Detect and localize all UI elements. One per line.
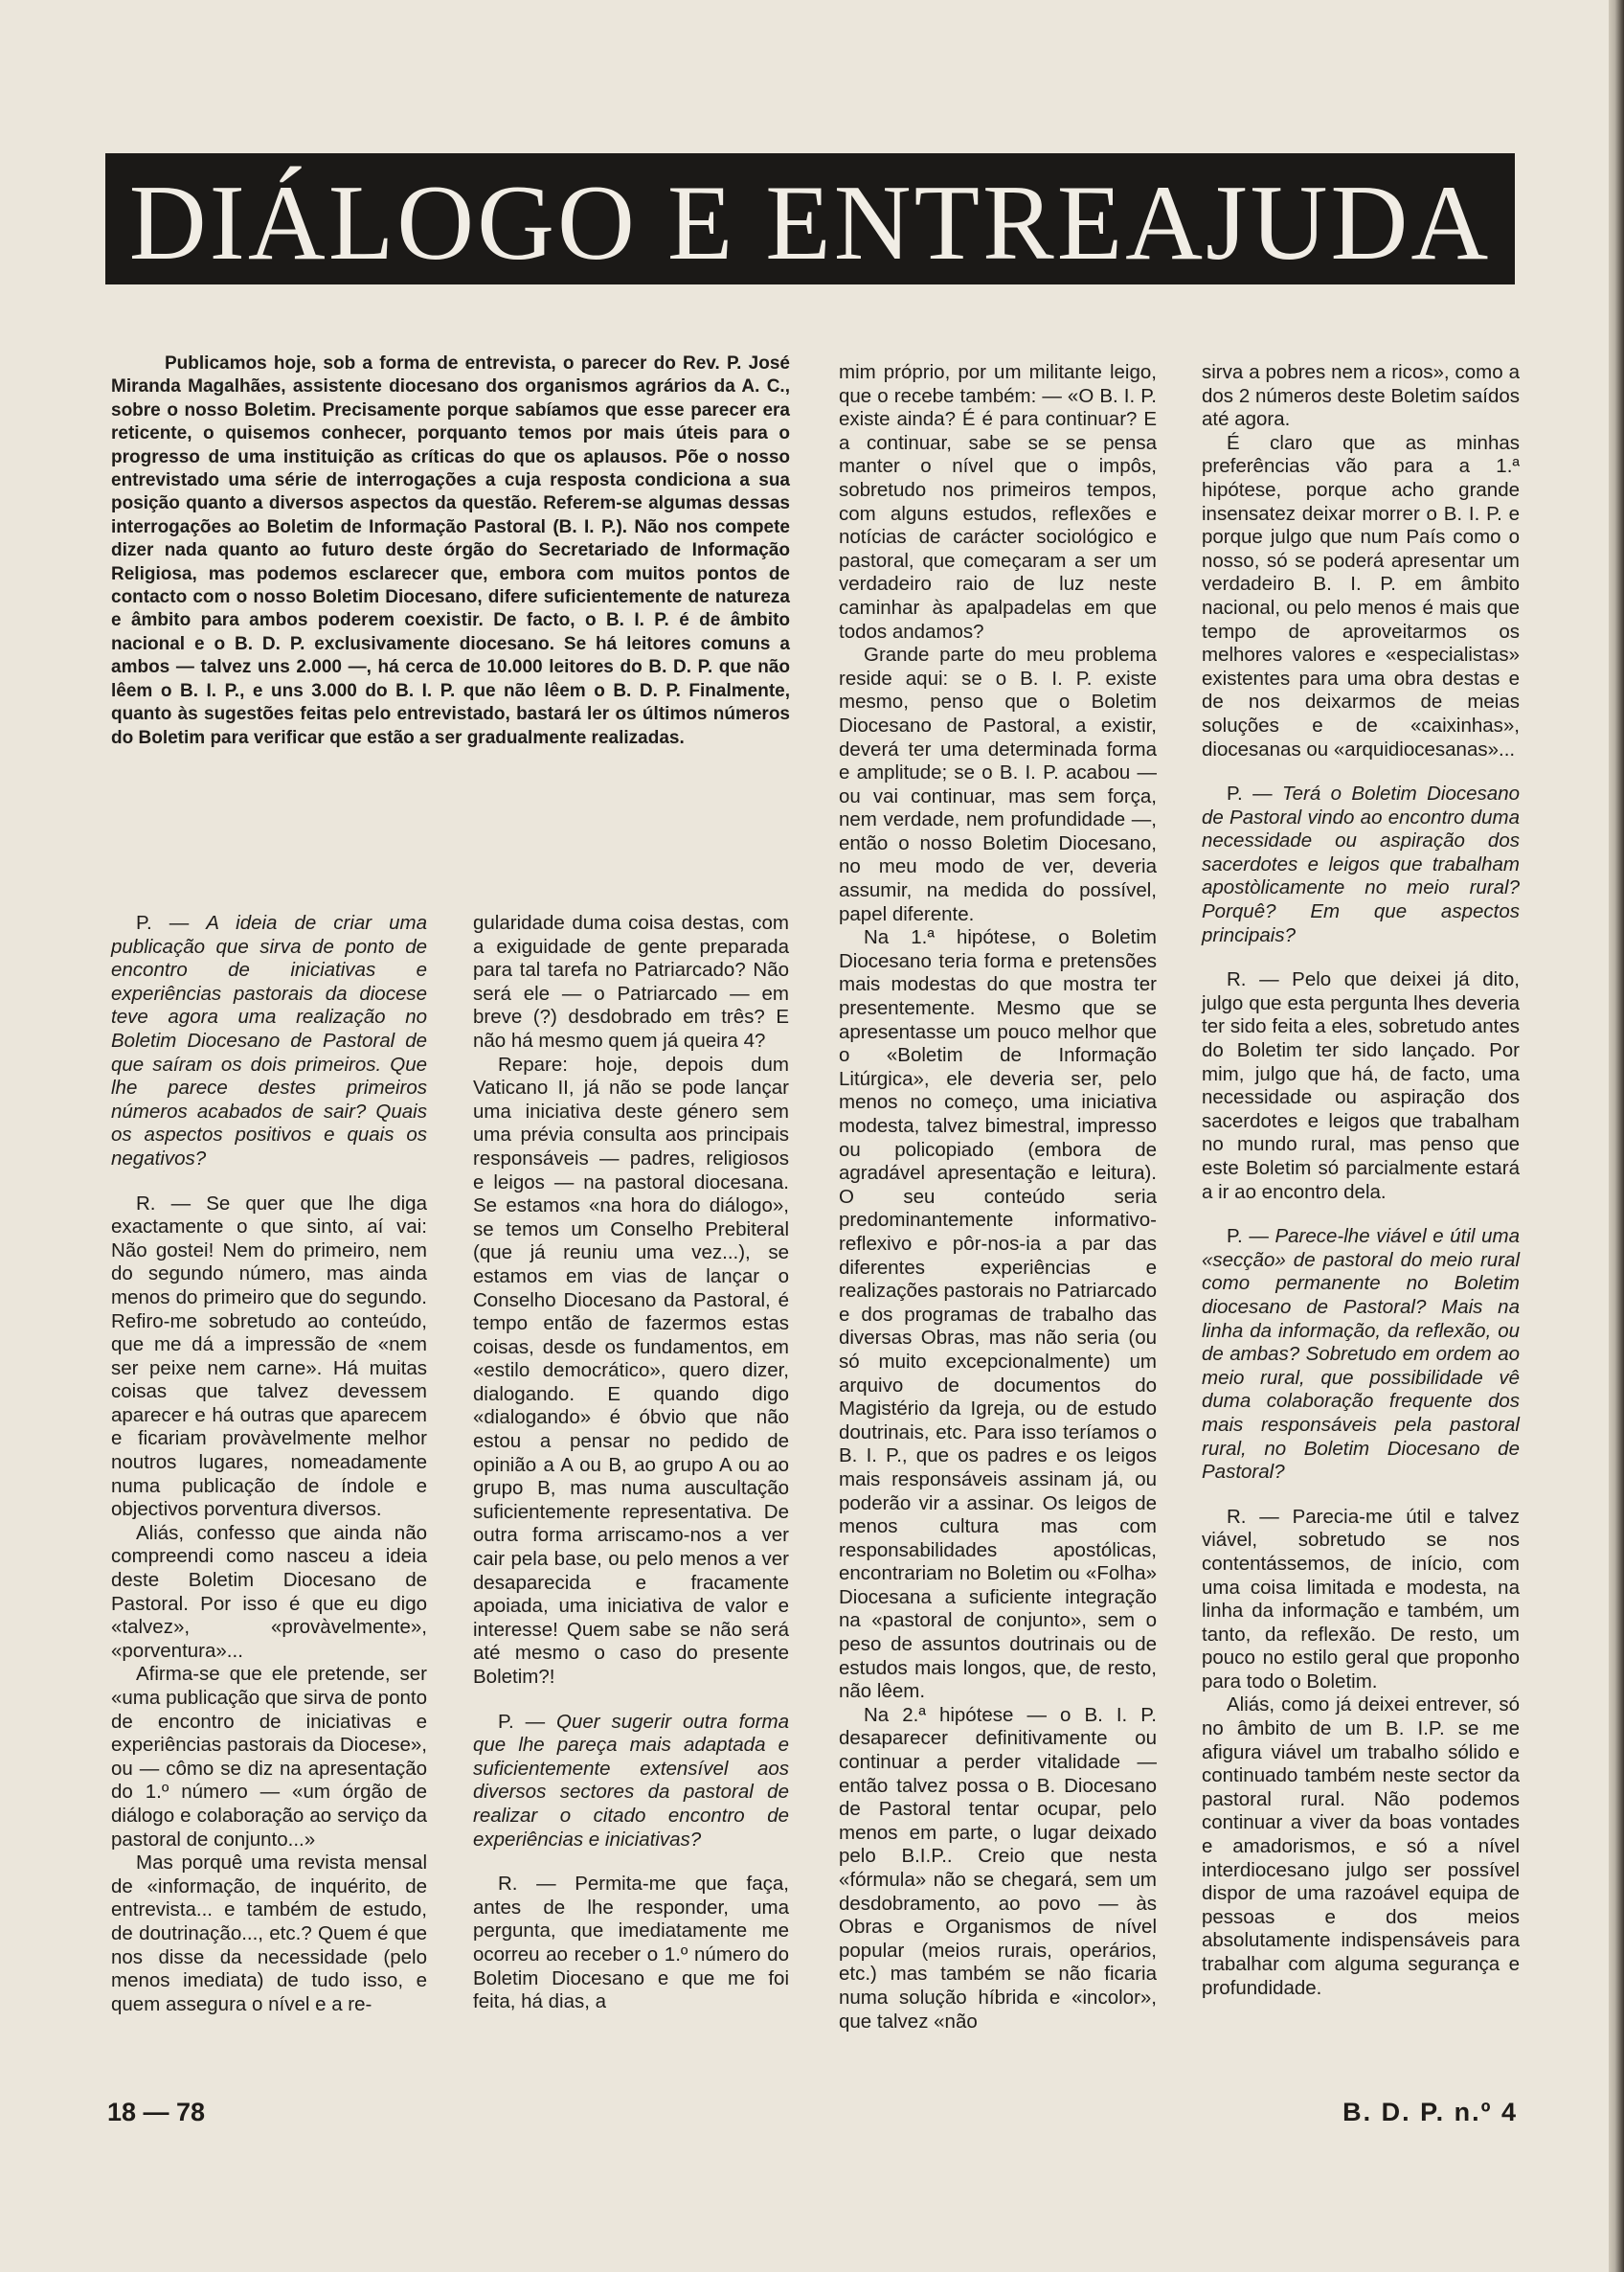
title-banner — [105, 153, 1515, 284]
body-paragraph: Aliás, confesso que ainda não compreendi como nasceu a ideia deste Boletim Diocesano de Pastoral. Por isso é que eu digo «talvez», «provàvelmente», «porventura»... — [111, 1521, 427, 1662]
answer-paragraph: R. — Parecia-me útil e talvez viável, sobretudo se nos contentássemos, de início, com uma coisa limitada e modesta, na linha da informação e também, um tanto, da reflexão. De resto, um pouco no estilo geral que proponho para todo o Boletim. — [1202, 1505, 1520, 1693]
text-column-3 — [839, 361, 1157, 2033]
body-paragraph: Grande parte do meu problema reside aqui: se o B. I. P. existe mesmo, penso que o Boletim Diocesano de Pastoral, a existir, deverá ter uma determinada forma e amplitude; se o B. I. P. acabou — ou vai continuar, mas sem força, nem verdade, nem profundidade —, então o nosso Boletim Diocesano, no meu modo de ver, deveria assumir, na medida do possível, papel diferente. — [839, 644, 1157, 925]
intro-paragraph: Publicamos hoje, sob a forma de entrevista, o parecer do Rev. P. José Miranda Magalhães, assistente diocesano dos organismos agrários da A. C., sobre o nosso Boletim. Precisamente porque sabíamos que esse parecer era reticente, o quisemos conhecer, porquanto temos por mais úteis para o progresso de uma instituição as críticas do que os aplausos. Põe o nosso entrevistado uma série de interrogações a cuja resposta condiciona a sua posição quanto a diversos aspectos da questão. Referem-se algumas dessas interrogações ao Boletim de Informação Pastoral (B. I. P.). Não nos compete dizer nada quanto ao futuro deste órgão do Secretariado de Informação Religiosa, mas podemos esclarecer que, embora com muitos pontos de contacto com o nosso Boletim Diocesano, difere suficientemente de natureza e âmbito para ambos poderem coexistir. De facto, o B. I. P. é de âmbito nacional e o B. D. P. exclusivamente diocesano. Se há leitores comuns a ambos — talvez uns 2.000 —, há cerca de 10.000 leitores do B. D. P. que não lêem o B. I. P., e uns 3.000 do B. I. P. que não lêem o B. D. P. Finalmente, quanto às sugestões feitas pelo entrevistado, bastará ler os últimos números do Boletim para verificar que estão a ser gradualmente realizadas. — [111, 353, 790, 748]
body-paragraph: Na 2.ª hipótese — o B. I. P. desaparecer definitivamente ou continuar a perder vitalidade — então talvez possa o B. Diocesano de Pastoral tentar ocupar, pelo menos em parte, o lugar deixado pelo B.I.P.. Creio que nesta «fórmula» não se chegará, sem um desdobramento, ao povo — às Obras e Organismos de nível popular (meios rurais, operários, etc.) mas também se não ficaria numa solução híbrida e «incolor», que talvez «não — [839, 1703, 1157, 2033]
page-title: DIÁLOGO E ENTREAJUDA — [128, 163, 1492, 283]
text-column-4 — [1202, 361, 1520, 2000]
body-paragraph: É claro que as minhas preferências vão para a 1.ª hipótese, porque acho grande insensatez deixar morrer o B. I. P. e porque julgo que num País como o nosso, só se poderá apresentar um verdadeiro B. I. P. em âmbito nacional, ou pelo menos é mais que tempo de aproveitarmos os melhores valores e «especialistas» existentes para uma obra destas e de nos deixarmos de meias soluções e de «caixinhas», diocesanas ou «arquidiocesanas»... — [1202, 431, 1520, 761]
body-paragraph: sirva a pobres nem a ricos», como a dos 2 números deste Boletim saídos até agora. — [1202, 361, 1520, 431]
page-number: 18 — 78 — [107, 2098, 206, 2126]
answer-paragraph: R. — Permita-me que faça, antes de lhe responder, uma pergunta, que imediatamente me ocorreu ao receber o 1.º número do Boletim Diocesano e que me foi feita, há dias, a — [473, 1873, 789, 2013]
body-paragraph: Aliás, como já deixei entrever, só no âmbito de um B. I.P. se me afigura viável um trabalho sólido e continuado também neste sector da pastoral rural. Não podemos continuar a viver da boas vontades e amadorismos, e só a nível interdiocesano julgo ser possível dispor de uma razoável equipa de pessoas e dos meios absolutamente indispensáveis para trabalhar com alguma segurança e profundidade. — [1202, 1693, 1520, 1999]
question-paragraph: P. — Parece-lhe viável e útil uma «secção» de pastoral do meio rural como permanente no Boletim diocesano de Pastoral? Mais na linha da informação, da reflexão, ou de ambas? Sobretudo em ordem ao meio rural, que possibilidade vê duma colaboração frequente dos mais responsáveis pela pastoral rural, no Boletim Diocesano de Pastoral? — [1202, 1225, 1520, 1484]
text-column-2 — [473, 912, 789, 2014]
page-edge-shadow — [1609, 0, 1624, 2272]
body-paragraph: gularidade duma coisa destas, com a exiguidade de gente preparada para tal tarefa no Patriarcado? Não será ele — o Patriarcado — em breve (?) desdobrado em três? E não há mesmo quem já queira 4? — [473, 912, 789, 1052]
answer-paragraph: R. — Pelo que deixei já dito, julgo que esta pergunta lhes deveria ter sido feita a eles, sobretudo antes do Boletim ter sido lançado. Por mim, julgo que há, de facto, uma necessidade ou aspiração dos sacerdotes e leigos que trabalham no mundo rural, mas penso que este Boletim só parcialmente estará a ir ao encontro dela. — [1202, 968, 1520, 1203]
issue-label: B. D. P. n.º 4 — [1342, 2098, 1518, 2126]
body-paragraph: Mas porquê uma revista mensal de «informação, de inquérito, de entrevista... e também de estudo, de doutrinação..., etc.? Quem é que nos disse da necessidade (pelo menos imediata) de tudo isso, e quem assegura o nível e a re- — [111, 1852, 427, 2015]
text-column-1 — [111, 912, 427, 2016]
body-paragraph: mim próprio, por um militante leigo, que o recebe também: — «O B. I. P. existe ainda? É é para continuar? E a continuar, sabe se se pensa manter o nível que o impôs, sobretudo nos primeiros tempos, com alguns estudos, reflexões e notícias de carácter sociológico e pastoral, que começaram a ser um verdadeiro raio de luz neste caminhar às apalpadelas em que todos andamos? — [839, 361, 1157, 643]
question-paragraph: P. — A ideia de criar uma publicação que sirva de ponto de encontro de iniciativas e experiências pastorais da diocese teve agora uma realização no Boletim Diocesano de Pastoral de que saíram os dois primeiros. Que lhe parece destes primeiros números acabados de sair? Quais os aspectos positivos e quais os negativos? — [111, 912, 427, 1170]
body-paragraph: Na 1.ª hipótese, o Boletim Diocesano teria forma e pretensões mais modestas do que mostra ter presentemente. Mesmo que se apresentasse um pouco melhor que o «Boletim de Informação Litúrgica», ele deveria ser, pelo menos no começo, uma iniciativa modesta, talvez bimestral, impresso ou policopiado (embora de agradável apresentação e leitura). O seu conteúdo seria predominantemente informativo-reflexivo e pôr-nos-ia a par das diferentes experiências e realizações pastorais no Patriarcado e dos programas de trabalho das diversas Obras, mas não seria (ou só muito excepcionalmente) um arquivo de documentos do Magistério da Igreja, ou de estudo doutrinais, etc. Para isso teríamos o B. I. P., que os padres e os leigos mais responsáveis assinam já, ou poderão vir a assinar. Os leigos de menos cultura mas com responsabilidades apostólicas, encontrariam no Boletim ou «Folha» Diocesana a suficiente integração na «pastoral de conjunto», sem o peso de assuntos doutrinais ou de estudos mais longos, que, de resto, não lêem. — [839, 926, 1157, 1703]
body-paragraph: Afirma-se que ele pretende, ser «uma publicação que sirva de ponto de encontro de iniciativas e experiências pastorais da Diocese», ou — cômo se diz na apresentação do 1.º número — «um órgão de diálogo e colaboração ao serviço da pastoral de conjunto...» — [111, 1663, 427, 1851]
answer-paragraph: R. — Se quer que lhe diga exactamente o que sinto, aí vai: Não gostei! Nem do primeiro, nem do segundo número, mas ainda menos do primeiro que do segundo. Refiro-me sobretudo ao conteúdo, que me dá a impressão de «nem ser peixe nem carne». Há muitas coisas que talvez devessem aparecer e há outras que aparecem e ficariam provàvelmente melhor noutros lugares, nomeadamente numa publicação de índole e objectivos porventura diversos. — [111, 1192, 427, 1521]
body-paragraph: Repare: hoje, depois dum Vaticano II, já não se pode lançar uma iniciativa deste género sem uma prévia consulta aos principais responsáveis — padres, religiosos e leigos — na pastoral diocesana. Se estamos «na hora do diálogo», se temos um Conselho Prebiteral (que já reuniu uma vez...), se estamos em vias de lançar o Conselho Diocesano da Pastoral, é tempo então de fazermos estas coisas, desde os fundamentos, em «estilo democrático», quero dizer, dialogando. E quando digo «dialogando» é óbvio que não estou a pensar no pedido de opinião a A ou B, ao grupo A ou ao grupo B, mas numa auscultação suficientemente representativa. De outra forma arriscamo-nos a ver cair pela base, ou pelo menos a ver desaparecida e fracamente apoiada, uma iniciativa de valor e interesse! Quem sabe se não será até mesmo o caso do presente Boletim?! — [473, 1053, 789, 1688]
question-paragraph: P. — Quer sugerir outra forma que lhe pareça mais adaptada e suficientemente extensível aos diversos sectores da pastoral de realizar o citado encontro de experiências e iniciativas? — [473, 1710, 790, 1851]
question-paragraph: P. — Terá o Boletim Diocesano de Pastoral vindo ao encontro duma necessidade ou aspiração dos sacerdotes e leigos que trabalham apostòlicamente no meio rural? Porquê? Em que aspectos principais? — [1202, 783, 1520, 946]
